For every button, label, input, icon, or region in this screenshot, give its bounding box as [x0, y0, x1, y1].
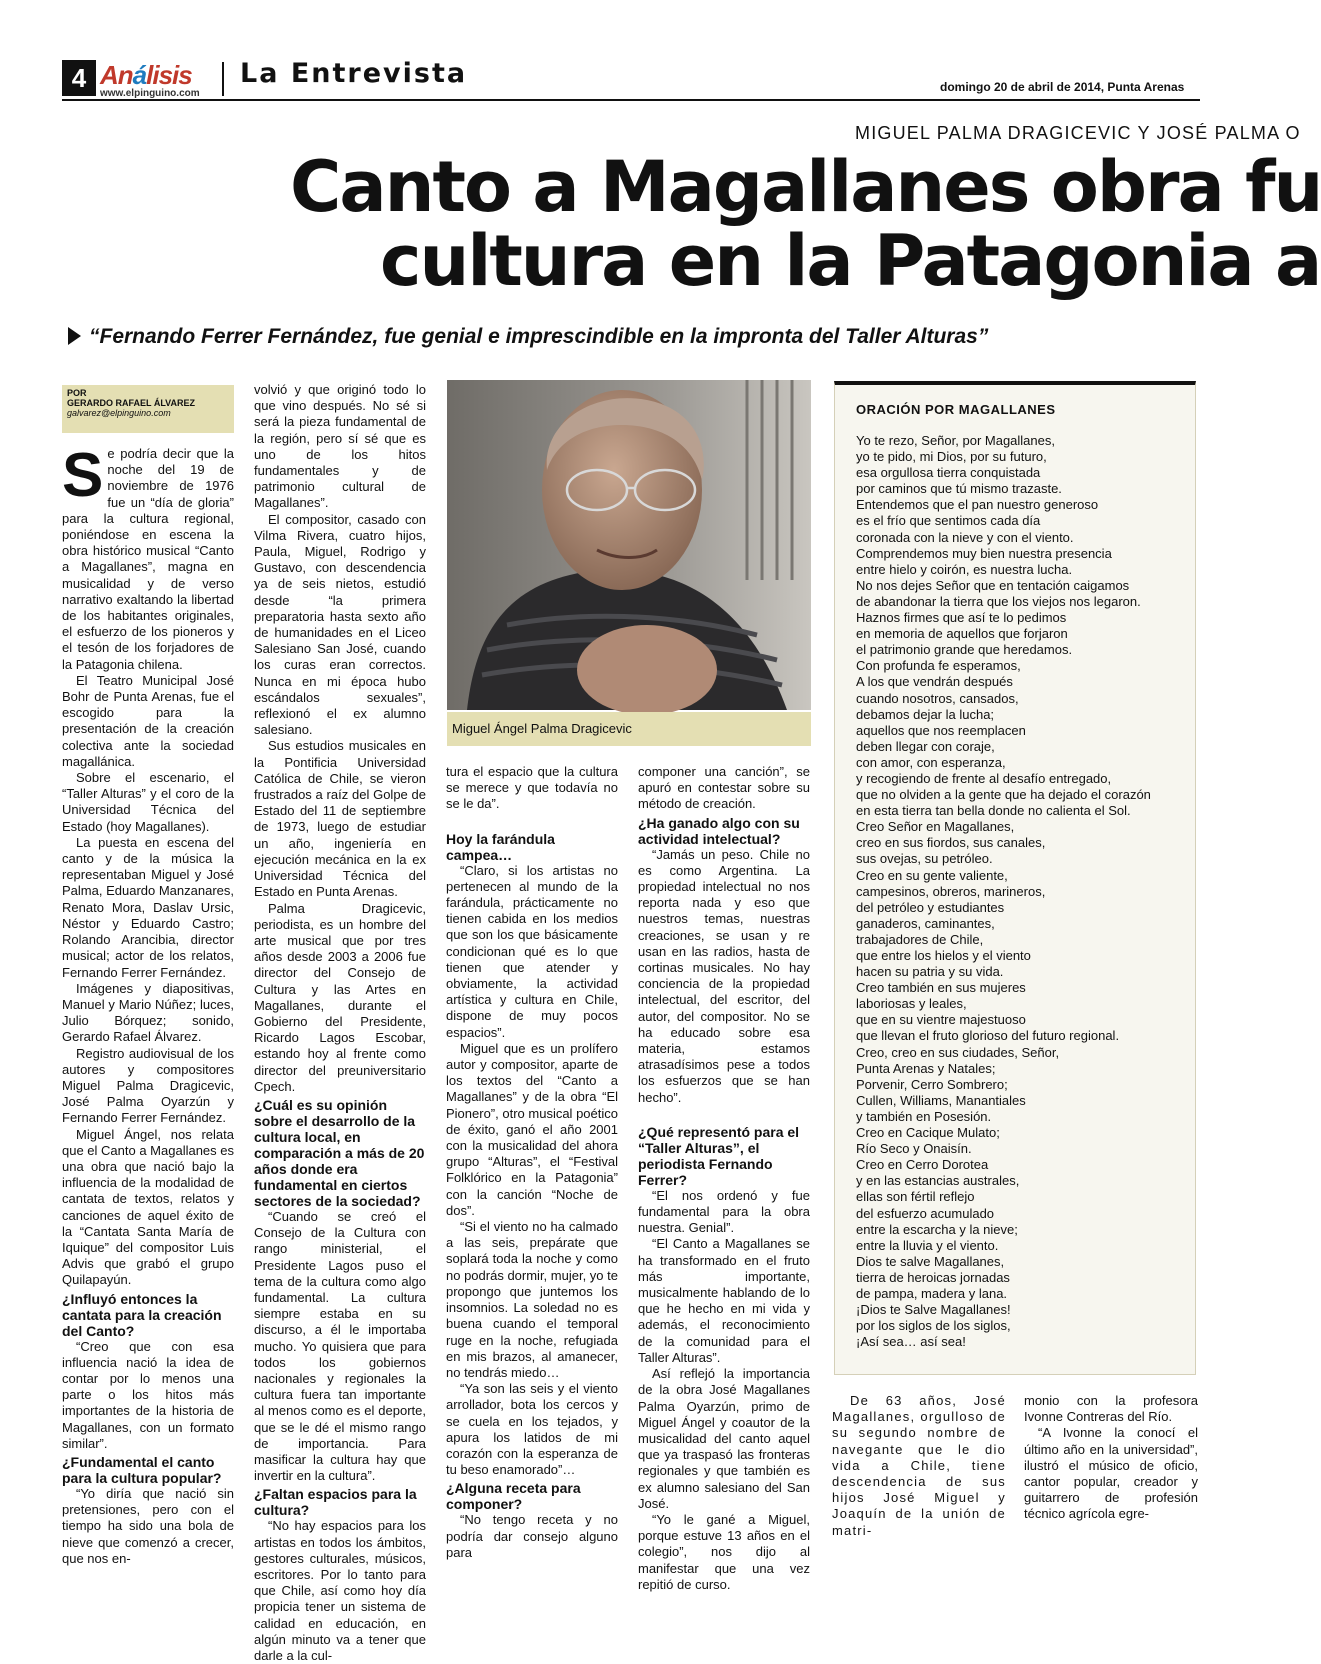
article-column-2 — [254, 382, 426, 1664]
prayer-line: que entre los hielos y el viento — [856, 948, 1031, 963]
byline-box — [62, 385, 234, 433]
paragraph: “Creo que con esa influencia nació la idea de contar por lo menos una parte o los hitos más importantes de la historia de Magallanes, con un formato similar”. — [62, 1338, 234, 1451]
paragraph: Sobre el escenario, el “Taller Alturas” y el coro de la Universidad Técnica del Estado (hoy Magallanes). — [62, 770, 234, 834]
paragraph: “A Ivonne la conocí el último año en la universidad”, ilustró el músico de oficio, cantor popular, creador y guitarrero de profesión técnico agrícola egre- — [1024, 1425, 1198, 1522]
question-heading: ¿Ha ganado algo con su actividad intelectual? — [638, 814, 800, 847]
prayer-line: por caminos que tú mismo trazaste. — [856, 481, 1062, 497]
prayer-line: Creo también en sus mujeres — [856, 980, 1026, 996]
paragraph: tura el espacio que la cultura se merece y que todavía no se le da”. — [446, 764, 618, 812]
prayer-line: Haznos firmes que así te lo pedimos — [856, 610, 1067, 626]
prayer-line: Punta Arenas y Natales; — [856, 1060, 996, 1076]
article-column-4 — [638, 764, 810, 1593]
header-divider — [222, 62, 224, 96]
prayer-line: Entendemos que el pan nuestro generoso — [856, 497, 1099, 513]
paragraph: La puesta en escena del canto y de la música la representaban Miguel y José Palma, Eduardo Manzanares, Renato Mora, Daslav Ursic, Néstor y Eduardo Castro; Rolando Arancibia, director musical; actor de los relatos, Fernando Ferrer Fernández. — [62, 834, 234, 980]
question-heading: ¿Qué representó para el “Taller Alturas”, el periodista Fernando Ferrer? — [638, 1123, 800, 1188]
prayer-line: y en las estancias australes, — [856, 1173, 1020, 1189]
prayer-line: en memoria de aquellos que forjaron — [856, 626, 1068, 642]
prayer-line: ¡Así sea… así sea! — [856, 1334, 966, 1350]
paragraph: volvió y que originó todo lo que vino después. No sé si será la pieza fundamental de la región, pero sí sé que es uno de los hitos fundamentales y de patrimonio cultural de Magallanes”. — [254, 382, 426, 511]
paragraph: “No tengo receta y no podría dar consejo alguno para — [446, 1512, 618, 1560]
prayer-line: Yo te rezo, Señor, por Magallanes, — [856, 433, 1055, 448]
prayer-line: Con profunda fe esperamos, — [856, 658, 1021, 674]
question-heading: ¿Fundamental el canto para la cultura popular? — [62, 1453, 222, 1486]
question-heading: ¿Influyó entonces la cantata para la creación del Canto? — [62, 1290, 222, 1339]
deck-text: “Fernando Ferrer Fernández, fue genial e imprescindible en la impronta del Taller Alturas” — [89, 325, 989, 348]
prayer-line: esa orgullosa tierra conquistada — [856, 465, 1041, 481]
paragraph: “Si el viento no ha calmado a las seis, prepárate que soplará toda la noche y como no podrás dormir, mujer, yo te propongo que juntemos los insomnios. La soledad no es buena cuando el temporal ruge en la noche, refugiada en mis brazos, al amanecer, no tendrás miedo… — [446, 1219, 618, 1380]
question-heading: Hoy la farándula campea… — [446, 830, 555, 863]
prayer-line: Cullen, Williams, Manantiales — [856, 1092, 1026, 1108]
prayer-line: No nos dejes Señor que en tentación caigamos — [856, 577, 1130, 593]
prayer-line: creo en sus fiordos, sus canales, — [856, 835, 1046, 851]
paragraph: El Teatro Municipal José Bohr de Punta Arenas, fue el escogido para la presentación de la creación colectiva ante la sociedad magallánica. — [62, 672, 234, 769]
prayer-line: que llevan el fruto glorioso del futuro regional. — [856, 1028, 1120, 1044]
prayer-line: del petróleo y estudiantes — [856, 899, 1005, 915]
paragraph: Imágenes y diapositivas, Manuel y Mario Núñez; luces, Julio Bórquez; sonido, Gerardo Rafael Álvarez. — [62, 980, 234, 1045]
prayer-title: ORACIÓN POR MAGALLANES — [856, 402, 1056, 417]
byline-email[interactable]: galvarez@elpinguino.com — [67, 408, 171, 418]
headline-line-2: cultura en la Patagonia a — [380, 220, 1321, 302]
deck — [68, 325, 988, 349]
prayer-line: Creo en su gente valiente, — [856, 867, 1008, 883]
prayer-line: de abandonar la tierra que los viejos nos legaron. — [856, 593, 1141, 609]
prayer-line: cuando nosotros, cansados, — [856, 690, 1019, 706]
question-heading: ¿Alguna receta para componer? — [446, 1480, 581, 1513]
question-heading: ¿Cuál es su opinión sobre el desarrollo de la cultura local, en comparación a más de 20 años donde era fundamental en ciertos sectores de la sociedad? — [254, 1096, 425, 1209]
paragraph: Miguel que es un prolífero autor y compositor, aparte de los textos del “Canto a Magallanes” y de la obra “El Pionero”, otro musical poético de éxito, ganó el año 2001 con la musicalidad del ahora grupo “Alturas”, el “Festival Folklórico en la Patagonia” con la canción “Noche de dos”. — [446, 1040, 618, 1218]
prayer-line: con amor, con esperanza, — [856, 754, 1006, 770]
prayer-line: Río Seco y Onaisín. — [856, 1141, 972, 1157]
paragraph: “El nos ordenó y fue fundamental para la obra nuestra. Genial”. — [638, 1187, 810, 1236]
paragraph: Palma Dragicevic, periodista, es un hombre del arte musical que por tres años desde 2003 a 2006 fue director del Consejo de Cultura y las Artes en Magallanes, durante el Gobierno del Presidente, Ricardo Lagos Escobar, estando hoy al frente como director del preuniversitario Cpech. — [254, 900, 426, 1094]
prayer-line: hacen su patria y su vida. — [856, 964, 1004, 980]
prayer-line: Comprendemos muy bien nuestra presencia — [856, 545, 1112, 561]
prayer-line: tierra de heroicas jornadas — [856, 1269, 1010, 1285]
byline-author: GERARDO RAFAEL ÁLVAREZ — [67, 398, 196, 408]
prayer-line: que en su vientre majestuoso — [856, 1012, 1026, 1028]
paragraph: “Jamás un peso. Chile no es como Argentina. La propiedad intelectual no nos reporta nada y eso que nuestros temas, nuestras creaciones, se usan y re usan en las radios, hasta de cortinas musicales. No hay conciencia de la propiedad intelectual, del escritor, del autor, del compositor. No se ha educado sobre esa materia, estamos atrasadísimos pese a todos los esfuerzos que se han hecho”. — [638, 846, 810, 1105]
headline-line-1: Canto a Magallanes obra fu — [290, 146, 1321, 228]
paragraph: “Ya son las seis y el viento arrollador, bota los cercos y se cuela en los tejados, y apura los latidos de mi corazón con la esperanza de tu beso enamorado”… — [446, 1381, 618, 1478]
prayer-line: es el frío que sentimos cada día — [856, 513, 1041, 529]
article-column-1 — [62, 441, 235, 1567]
article-column-5 — [832, 1393, 1006, 1539]
paragraph: Miguel Ángel, nos relata que el Canto a Magallanes es una obra que nació bajo la influencia de la modalidad de cantata de textos, relatos y canciones de aquel éxito de la “Cantata Santa María de Iquique” del compositor Luis Advis que grabó el grupo Quilapayún. — [62, 1126, 235, 1288]
prayer-line: entre la lluvia y el viento. — [856, 1237, 999, 1253]
drop-cap: S — [62, 441, 104, 510]
header-rule — [62, 99, 1200, 101]
prayer-line: y también en Posesión. — [856, 1108, 992, 1124]
paragraph: Así reflejó la importancia de la obra José Magallanes Palma Oyarzún, primo de Miguel Ángel y coautor de la musicalidad del canto aquel que ya traspasó las fronteras regionales y que también es ex alumno salesiano del San José. — [638, 1366, 810, 1511]
prayer-line: laboriosas y leales, — [856, 996, 967, 1012]
prayer-line: A los que vendrán después — [856, 674, 1013, 690]
paragraph: Sus estudios musicales en la Pontificia Universidad Católica de Chile, se vieron frustrados a raíz del Golpe de Estado del 11 de septiembre de 1973, luego de estudiar un año, ingeniería en ejecución mecánica en la ex Universidad Técnica del Estado en Punta Arenas. — [254, 738, 426, 900]
prayer-text — [856, 433, 1186, 1350]
prayer-line: sus ovejas, su petróleo. — [856, 851, 993, 867]
photo-caption: Miguel Ángel Palma Dragicevic — [447, 712, 811, 746]
prayer-line: Porvenir, Cerro Sombrero; — [856, 1076, 1008, 1092]
prayer-line: debamos dejar la lucha; — [856, 706, 995, 722]
paragraph: “No hay espacios para los artistas en todos los ámbitos, gestores culturales, músicos, escritores. Por lo tanto para que Chile, así como hoy día propicia tener un sistema de calidad en educación, en algún minuto va a tener que darle a la cul- — [254, 1518, 426, 1664]
prayer-line: Creo en Cerro Dorotea — [856, 1157, 989, 1173]
prayer-line: el patrimonio grande que heredamos. — [856, 642, 1073, 658]
prayer-line: ¡Dios te Salve Magallanes! — [856, 1302, 1011, 1318]
paragraph: “El Canto a Magallanes se ha transformado en el fruto más importante, musicalmente hablando de lo que he hecho en mi vida y además, el reconocimiento de la comunidad para el Taller Alturas”. — [638, 1236, 810, 1365]
byline-label: POR — [67, 388, 87, 398]
prayer-line: deben llegar con coraje, — [856, 738, 995, 754]
prayer-line: trabajadores de Chile, — [856, 931, 984, 947]
prayer-line: Dios te salve Magallanes, — [856, 1253, 1005, 1269]
paragraph: componer una canción”, se apuró en contestar sobre su método de creación. — [638, 764, 810, 812]
interview-photo — [447, 380, 811, 710]
prayer-line: del esfuerzo acumulado — [856, 1205, 995, 1221]
prayer-line: aquellos que nos reemplacen — [856, 722, 1026, 738]
paragraph: Registro audiovisual de los autores y compositores Miguel Palma Dragicevic, José Palma Oyarzún y Fernando Ferrer Fernández. — [62, 1045, 234, 1126]
prayer-line: entre la escarcha y la nieve; — [856, 1221, 1018, 1237]
article-column-3 — [446, 764, 618, 1561]
paragraph: El compositor, casado con Vilma Rivera, cuatro hijos, Paula, Miguel, Rodrigo y Gustavo, con descendencia ya de seis nietos, estudió desde “la primera preparatoria hasta sexto año de humanidades en el Liceo Salesiano San José, cuando los curas eran correctos. Nunca en mi época hubo escándalos sexuales”, reflexionó el ex alumno salesiano. — [254, 511, 426, 738]
prayer-line: coronada con la nieve y con el viento. — [856, 529, 1074, 545]
prayer-line: entre hielo y coirón, es nuestra lucha. — [856, 561, 1073, 577]
prayer-line: ellas son fértil reflejo — [856, 1189, 975, 1205]
paragraph: “Yo diría que nació sin pretensiones, pero con el tiempo ha sido una bola de nieve que comenzó a crecer, que nos en- — [62, 1485, 234, 1566]
kicker: MIGUEL PALMA DRAGICEVIC Y JOSÉ PALMA O — [855, 123, 1301, 143]
paragraph: “Cuando se creó el Consejo de la Cultura con rango ministerial, el Presidente Lagos puso el tema de la cultura como algo fundamental. La cultura siempre estaba en su discurso, a él le importaba mucho. Yo quisiera que para todos los gobiernos nacionales y regionales la cultura fuera tan importante al menos como es el deporte, que se le dé el mismo rango de importancia. Para masificar la cultura hay que invertir en la cultura”. — [254, 1208, 426, 1484]
question-heading: ¿Faltan espacios para la cultura? — [254, 1486, 417, 1519]
prayer-line: Creo, creo en sus ciudades, Señor, — [856, 1044, 1060, 1060]
prayer-line: Creo Señor en Magallanes, — [856, 819, 1015, 835]
prayer-line: en esta tierra tan bella donde no calienta el Sol. — [856, 803, 1131, 819]
paragraph: monio con la profesora Ivonne Contreras del Río. — [1024, 1393, 1198, 1425]
prayer-line: que no olviden a la gente que ha dejado el corazón — [856, 787, 1151, 803]
paragraph: “Yo le gané a Miguel, porque estuve 13 años en el colegio”, nos dijo al manifestar que una vez repitió de curso. — [638, 1511, 810, 1592]
triangle-bullet-icon — [68, 327, 81, 345]
prayer-line: ganaderos, caminantes, — [856, 915, 995, 931]
article-column-6 — [1024, 1393, 1198, 1523]
prayer-line: Creo en Cacique Mulato; — [856, 1125, 1000, 1141]
paragraph: “Claro, si los artistas no pertenecen al mundo de la farándula, prácticamente no tienen cabida en los medios que son los que básicamente condicionan qué es lo que tienen que atender y obviamente, la actividad artística y cultura en Chile, dispone de muy pocos espacios”. — [446, 862, 618, 1040]
prayer-line: de pampa, madera y lana. — [856, 1285, 1008, 1301]
prayer-line: yo te pido, mi Dios, por su futuro, — [856, 449, 1047, 465]
prayer-line: por los siglos de los siglos, — [856, 1318, 1011, 1334]
newspaper-logo: Análisis — [100, 60, 192, 90]
logo-url: www.elpinguino.com — [100, 88, 200, 99]
paragraph: Se podría decir que la noche del 19 de noviembre de 1976 fue un “día de gloria” para la cultura regional, poniéndose en escena la obra histórico musical “Canto a Magallanes”, magna en musicalidad y de verso narrativo exaltando la libertad de los habitantes originales, el esfuerzo de los pioneros y el tesón de los forjadores de la Patagonia chilena. — [62, 441, 234, 672]
edition-date: domingo 20 de abril de 2014, Punta Arenas — [940, 80, 1185, 94]
page-number: 4 — [62, 60, 96, 96]
prayer-line: y recogiendo de frente al desafío entregado, — [856, 770, 1112, 786]
portrait-illustration — [447, 380, 811, 710]
paragraph: De 63 años, José Magallanes, orgulloso de su segundo nombre de navegante que le dio vida a Chile, tiene descendencia de sus hijos José Miguel y Joaquín de la unión de matri- — [832, 1393, 1006, 1538]
section-title: La Entrevista — [240, 58, 468, 89]
prayer-line: campesinos, obreros, marineros, — [856, 883, 1046, 899]
